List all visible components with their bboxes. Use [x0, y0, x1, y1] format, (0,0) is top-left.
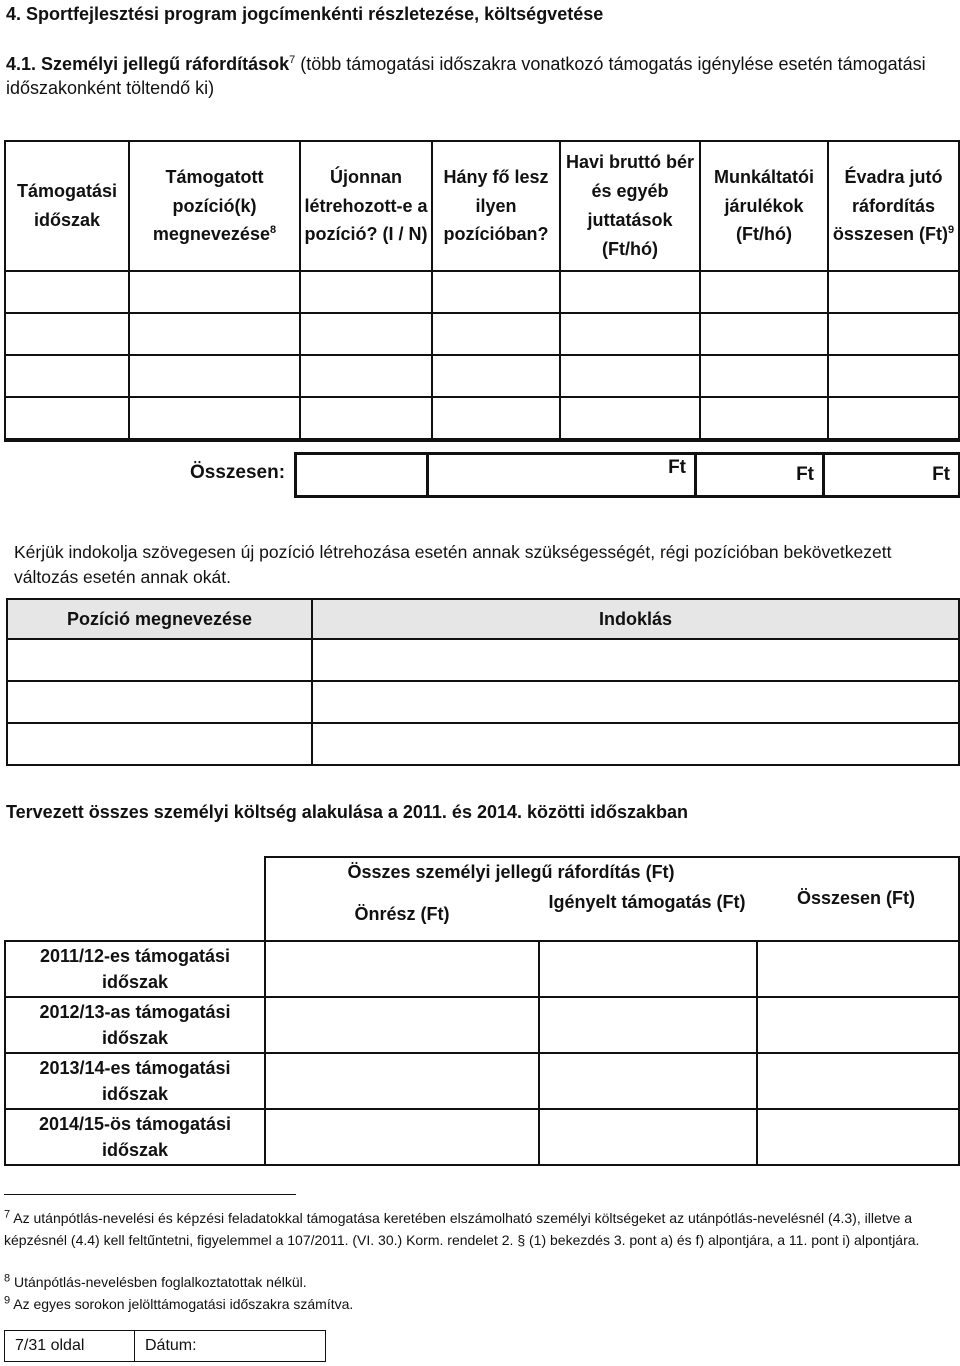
planned-costs-title: Tervezett összes személyi költség alakulása a 2011. és 2014. közötti időszakban [6, 802, 689, 822]
cost-table [4, 940, 960, 1166]
table-row[interactable] [7, 681, 959, 723]
table-row [5, 1053, 959, 1109]
period-label: 2014/15-ös támogatási időszak [5, 1109, 265, 1165]
header-new-position: Újonnan létrehozott-e a pozíció? (I / N) [300, 141, 432, 271]
footnote-9: $^9$ Az egyes sorokon jelölttámogatási időszakra számítva. [4, 1294, 354, 1312]
header-season-total: Évadra jutó ráfordítás összesen $(Ft)^9$ [828, 141, 959, 271]
header-own-share: Önrész (Ft) [354, 904, 450, 924]
subsection-note: (több támogatási időszakra vonatkozó támogatás igénylése esetén támogatási időszakonként töltendő ki) [6, 54, 926, 99]
totals-label: Összesen: [190, 462, 286, 483]
totals-unit-salary[interactable]: Ft [428, 454, 696, 497]
subsection-footnote-ref: 7 [289, 54, 296, 66]
table-row[interactable] [5, 271, 959, 313]
subsection-number: 4.1. [6, 54, 37, 74]
header-reason: Indoklás [312, 599, 959, 639]
page-footer-box [4, 1330, 326, 1362]
table-row[interactable] [5, 397, 959, 440]
header-total: Összesen (Ft) [796, 888, 916, 908]
page-number: 7/31 oldal [5, 1331, 135, 1361]
group-header: Összes személyi jellegű ráfordítás (Ft) [347, 862, 675, 882]
header-requested: Igényelt támogatás (Ft) [548, 892, 746, 912]
period-label: 2012/13-as támogatási időszak [5, 997, 265, 1053]
date-label: Dátum: [145, 1337, 197, 1354]
header-gross-salary: Havi bruttó bér és egyéb juttatások (Ft/hó) [560, 141, 700, 271]
header-employer-contrib: Munkáltatói járulékok (Ft/hó) [700, 141, 828, 271]
subsection-title: Személyi jellegű ráfordítások [41, 54, 290, 74]
justification-table [6, 598, 960, 766]
footnote-8: $^8$ Utánpótlás-nevelésben foglalkoztatottak nélkül. [4, 1272, 307, 1290]
table-row [5, 997, 959, 1053]
totals-cell-blank[interactable] [296, 454, 428, 497]
table-row [5, 1109, 959, 1165]
period-label: 2011/12-es támogatási időszak [5, 941, 265, 997]
header-position-name: Támogatott pozíció(k) megnevezése$^8$ [129, 141, 300, 271]
table-row[interactable] [5, 355, 959, 397]
totals-row [294, 452, 960, 498]
footnote-separator [4, 1194, 296, 1195]
subsection-heading [6, 52, 951, 101]
totals-unit-contrib[interactable]: Ft [696, 454, 824, 497]
totals-unit-season[interactable]: Ft [824, 454, 960, 497]
table-row [5, 941, 959, 997]
cost-table-header [264, 856, 960, 942]
header-headcount: Hány fő lesz ilyen pozícióban? [432, 141, 560, 271]
table-row[interactable] [7, 723, 959, 765]
header-position: Pozíció megnevezése [7, 599, 312, 639]
footnote-7: $^7$ Az utánpótlás-nevelési és képzési feladatokkal támogatása keretében elszámolható személyi költségeket az utánpótlás-nevelésnél (4.3), illetve a képzésnél (4.4) kell feltűntetni, figyelemmel a 107/2011. (VI. 30.) Korm. rendelet 2. § (1) bekezdés 3. pont a) és f) alpontjára, a 11. pont i) alpontjára. [4, 1208, 920, 1248]
justification-instruction: Kérjük indokolja szövegesen új pozíció létrehozása esetén annak szükségességét, régi pozícióban bekövetkezett változás esetén annak okát. [14, 542, 892, 587]
table-row[interactable] [5, 313, 959, 355]
section-title: 4. Sportfejlesztési program jogcímenkénti részletezése, költségvetése [6, 4, 604, 24]
positions-header-row [5, 141, 959, 271]
period-label: 2013/14-es támogatási időszak [5, 1053, 265, 1109]
positions-table [4, 140, 960, 442]
header-period: Támogatási időszak [5, 141, 129, 271]
table-row[interactable] [7, 639, 959, 681]
